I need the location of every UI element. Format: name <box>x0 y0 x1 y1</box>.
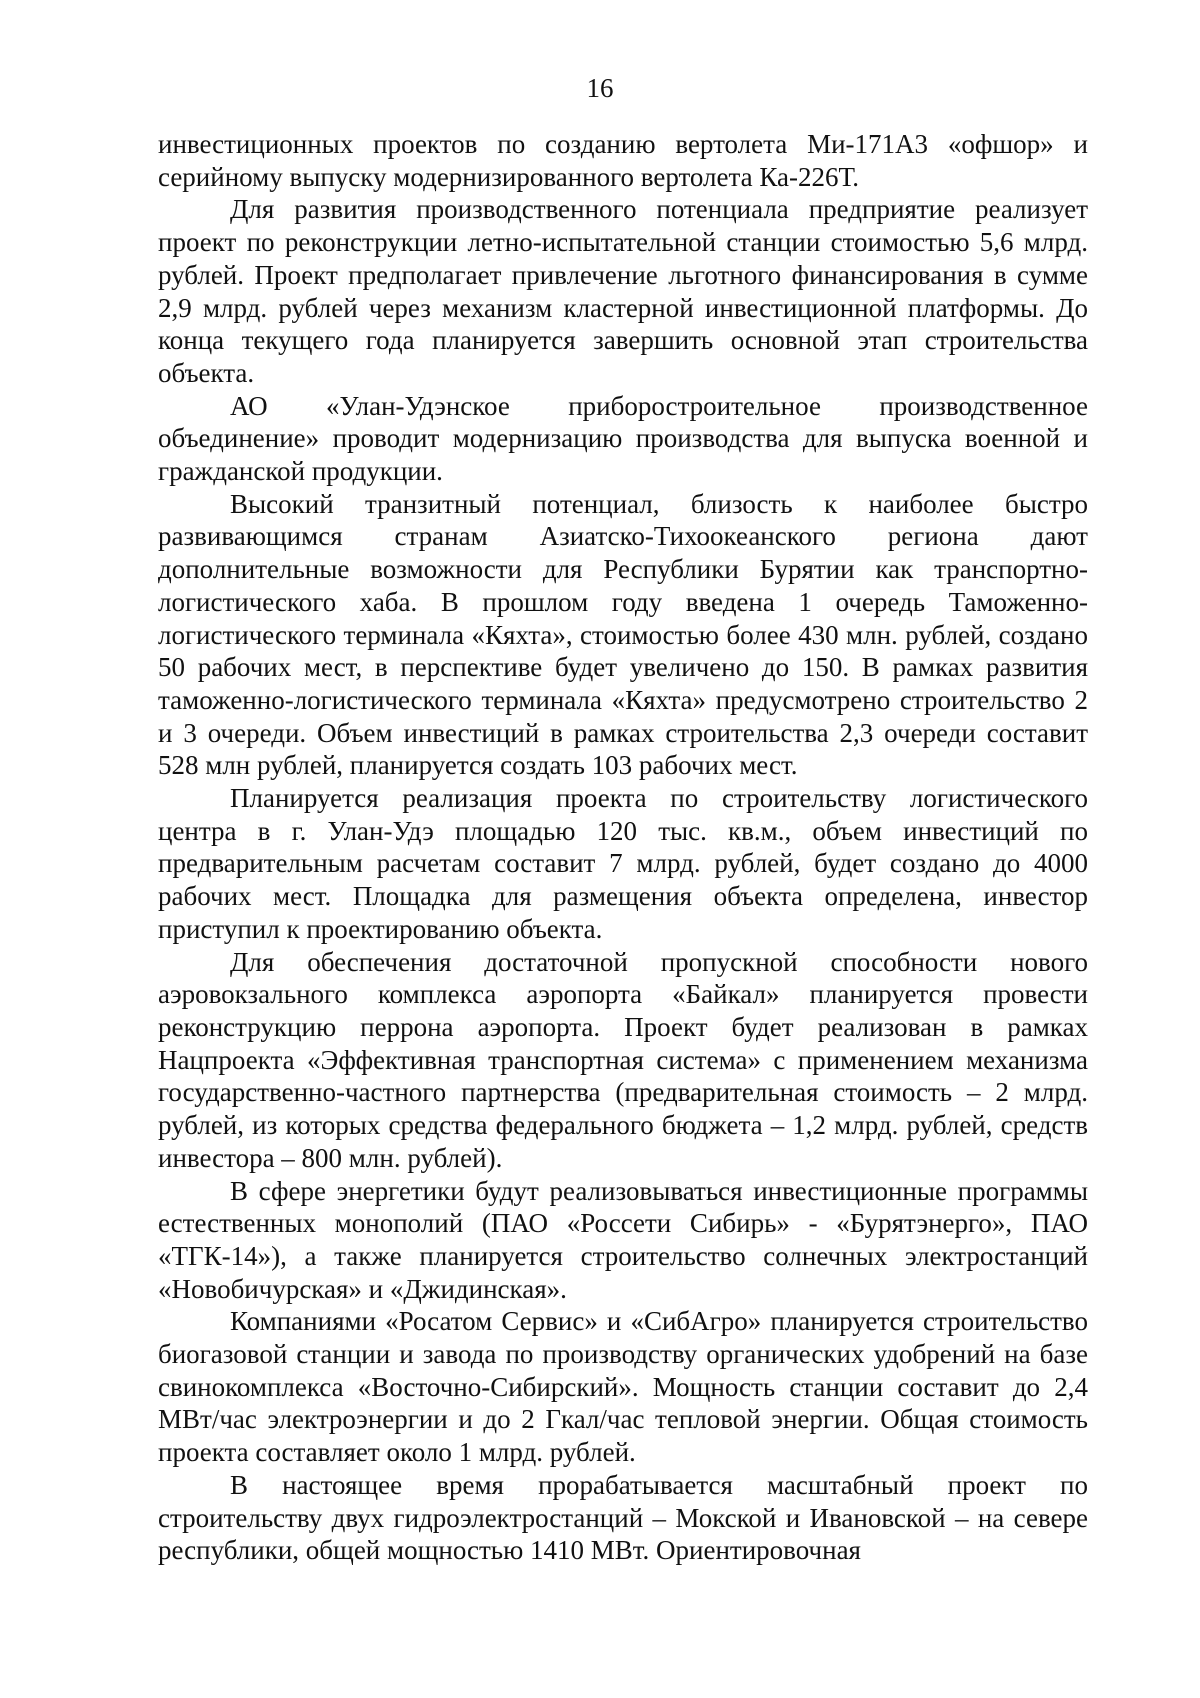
document-body <box>158 128 1088 1567</box>
paragraph-7: В сфере энергетики будут реализовываться инвестиционные программы естественных монополий (ПАО «Россети Сибирь» - «Бурятэнерго», ПАО «ТГК-14»), а также планируется строительство солнечных электростанций «Новобичурская» и «Джидинская». <box>158 1175 1088 1304</box>
page-number: 16 <box>586 73 614 103</box>
paragraph-6: Для обеспечения достаточной пропускной способности нового аэровокзального комплекса аэропорта «Байкал» планируется провести реконструкцию перрона аэропорта. Проект будет реализован в рамках Нацпроекта «Эффективная транспортная система» с применением механизма государственно-частного партнерства (предварительная стоимость – 2 млрд. рублей, из которых средства федерального бюджета – 1,2 млрд. рублей, средств инвестора – 800 млн. рублей). <box>158 946 1088 1173</box>
paragraph-4: Высокий транзитный потенциал, близость к наиболее быстро развивающимся странам Азиатско-Тихоокеанского региона дают дополнительные возможности для Республики Бурятии как транспортно-логистического хаба. В прошлом году введена 1 очередь Таможенно-логистического терминала «Кяхта», стоимостью более 430 млн. рублей, создано 50 рабочих мест, в перспективе будет увеличено до 150. В рамках развития таможенно-логистического терминала «Кяхта» предусмотрено строительство 2 и 3 очереди. Объем инвестиций в рамках строительства 2,3 очереди составит 528 млн рублей, планируется создать 103 рабочих мест. <box>158 488 1088 781</box>
paragraph-2: Для развития производственного потенциала предприятие реализует проект по реконструкции летно-испытательной станции стоимостью 5,6 млрд. рублей. Проект предполагает привлечение льготного финансирования в сумме 2,9 млрд. рублей через механизм кластерной инвестиционной платформы. До конца текущего года планируется завершить основной этап строительства объекта. <box>158 194 1088 388</box>
paragraph-3: АО «Улан-Удэнское приборостроительное производственное объединение» проводит модернизацию производства для выпуска военной и гражданской продукции. <box>158 390 1088 487</box>
paragraph-1: инвестиционных проектов по созданию вертолета Ми-171А3 «офшор» и серийному выпуску модернизированного вертолета Ка-226Т. <box>158 129 1088 192</box>
paragraph-5: Планируется реализация проекта по строительству логистического центра в г. Улан-Удэ площадью 120 тыс. кв.м., объем инвестиций по предварительным расчетам составит 7 млрд. рублей, будет создано до 4000 рабочих мест. Площадка для размещения объекта определена, инвестор приступил к проектированию объекта. <box>158 783 1088 944</box>
paragraph-8: Компаниями «Росатом Сервис» и «СибАгро» планируется строительство биогазовой станции и завода по производству органических удобрений на базе свинокомплекса «Восточно-Сибирский». Мощность станции составит до 2,4 МВт/час электроэнергии и до 2 Гкал/час тепловой энергии. Общая стоимость проекта составляет около 1 млрд. рублей. <box>158 1306 1088 1468</box>
paragraph-9: В настоящее время прорабатывается масштабный проект по строительству двух гидроэлектростанций – Мокской и Ивановской – на севере республики, общей мощностью 1410 МВт. Ориентировочная <box>158 1469 1088 1566</box>
